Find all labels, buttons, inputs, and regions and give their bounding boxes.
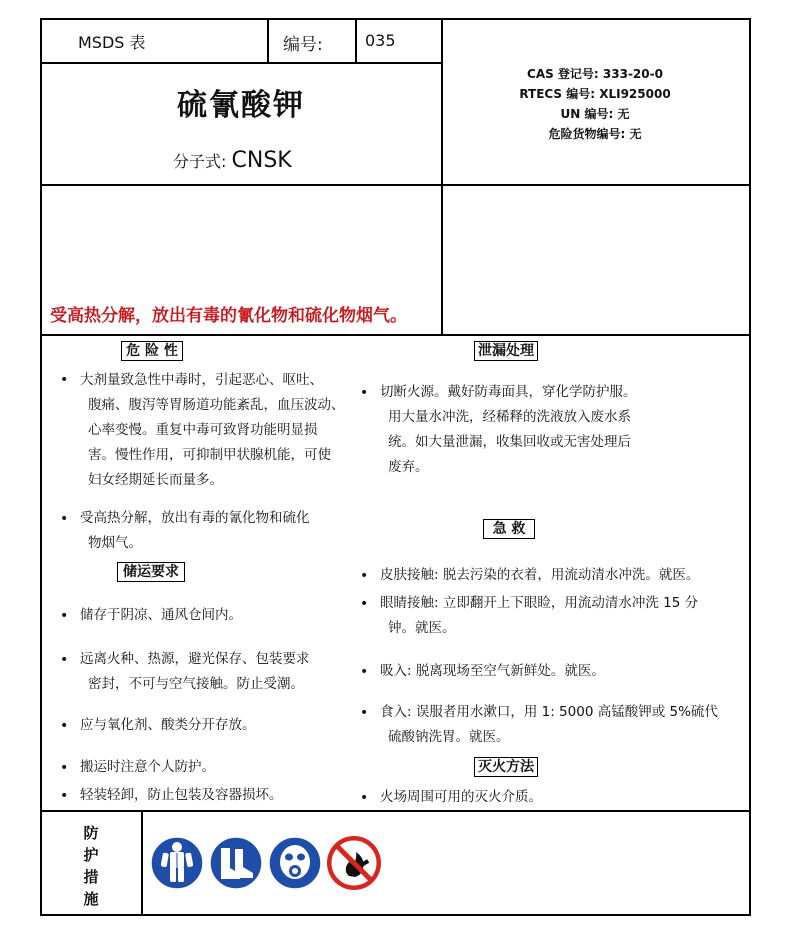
protective-suit-icon (150, 836, 204, 890)
text-line: 密封，不可与空气接触。防止受潮。 (88, 676, 304, 692)
fire-item-1: 火场周围可用的灭火介质。 (380, 789, 542, 805)
bullet: • (360, 664, 369, 680)
first-aid-item-4 (380, 700, 718, 750)
storage-item-4: 搬运时注意个人防护。 (80, 759, 215, 775)
bullet: • (360, 568, 369, 584)
dangerous-goods-number: 危险货物编号: 无 (548, 127, 642, 141)
text-line: 钟。就医。 (388, 620, 456, 636)
text-line: 用大量水冲洗，经稀释的洗液放入废水系 (388, 409, 631, 425)
bullet: • (60, 511, 69, 527)
hazard-summary: 受高热分解，放出有毒的氰化物和硫化物烟气。 (50, 306, 407, 326)
number-label: 编号: (283, 35, 323, 55)
text-line: 废弃。 (388, 459, 429, 475)
bullet: • (60, 718, 69, 734)
text-line: 心率变慢。重复中毒可致肾功能明显损 (88, 422, 318, 438)
bullet: • (60, 760, 69, 776)
formula-value: CNSK (231, 148, 292, 173)
storage-item-2 (80, 647, 310, 697)
protection-title-char: 防 (83, 824, 99, 842)
text-line: 远离火种、热源，避光保存、包装要求 (80, 651, 310, 667)
text-line: 受高热分解，放出有毒的氰化物和硫化 (80, 510, 310, 526)
fire-title: 灭火方法 (474, 757, 538, 777)
leak-title: 泄漏处理 (474, 341, 538, 361)
gas-mask-icon (268, 836, 322, 890)
un-number: UN 编号: 无 (560, 107, 630, 121)
formula-row (173, 148, 292, 173)
storage-item-3: 应与氧化剂、酸类分开存放。 (80, 717, 256, 733)
frame-top (40, 18, 751, 20)
chemical-name: 硫氰酸钾 (177, 88, 305, 123)
frame-left (40, 18, 42, 916)
rtecs-number: RTECS 编号: XLI925000 (519, 87, 671, 101)
frame-right (749, 18, 751, 916)
bullet: • (360, 596, 369, 612)
bullet: • (60, 372, 69, 388)
text-line: 统。如大量泄漏，收集回收或无害处理后 (388, 434, 631, 450)
divider-header (40, 62, 442, 64)
divider-protection (141, 810, 143, 915)
storage-title: 储运要求 (117, 562, 185, 582)
hazard-title: 危 险 性 (121, 341, 183, 361)
protection-title (42, 822, 140, 910)
identifiers-block (445, 64, 745, 144)
protection-title-char: 施 (83, 890, 99, 908)
divider-header-v1 (267, 18, 269, 63)
number-value: 035 (365, 31, 396, 50)
divider-header-v2 (355, 18, 357, 63)
cas-number: CAS 登记号: 333-20-0 (527, 67, 663, 81)
protection-title-char: 措 (83, 868, 99, 886)
first-aid-item-1: 皮肤接触: 脱去污染的衣着，用流动清水冲洗。就医。 (380, 567, 700, 583)
hazard-item-2 (80, 506, 310, 556)
no-open-flame-icon (327, 836, 381, 890)
msds-label: MSDS 表 (78, 33, 146, 52)
frame-bottom (40, 914, 751, 916)
text-line: 切断火源。戴好防毒面具，穿化学防护服。 (380, 384, 637, 400)
text-line: 食入: 误服者用水漱口，用 1: 5000 高锰酸钾或 5%硫代 (380, 704, 718, 720)
protection-title-char: 护 (83, 846, 99, 864)
bullet: • (360, 385, 369, 401)
hazard-item-1 (80, 368, 345, 493)
bullet: • (60, 652, 69, 668)
first-aid-title: 急 救 (483, 519, 535, 539)
first-aid-item-3: 吸入: 脱离现场至空气新鲜处。就医。 (380, 663, 605, 679)
divider-center-top (441, 18, 443, 335)
divider-row-1 (40, 184, 751, 186)
first-aid-item-2 (380, 591, 698, 641)
bullet: • (360, 705, 369, 721)
storage-item-5: 轻装轻卸，防止包装及容器损坏。 (80, 787, 283, 803)
leak-item-1 (380, 380, 637, 480)
text-line: 腹痛、腹泻等胃肠道功能紊乱，血压波动、 (88, 397, 345, 413)
text-line: 硫酸钠洗胃。就医。 (388, 729, 510, 745)
storage-item-1: 储存于阴凉、通风仓间内。 (80, 607, 242, 623)
bullet: • (60, 788, 69, 804)
bullet: • (360, 790, 369, 806)
divider-row-3 (40, 810, 751, 812)
text-line: 妇女经期延长而量多。 (88, 472, 223, 488)
text-line: 眼睛接触: 立即翻开上下眼睑，用流动清水冲洗 15 分 (380, 595, 699, 611)
text-line: 大剂量致急性中毒时，引起恶心、呕吐、 (80, 372, 323, 388)
text-line: 物烟气。 (88, 535, 142, 551)
text-line: 害。慢性作用，可抑制甲状腺机能，可使 (88, 447, 331, 463)
safety-boots-icon (209, 836, 263, 890)
bullet: • (60, 608, 69, 624)
divider-row-2 (40, 334, 751, 336)
formula-label: 分子式: (173, 152, 227, 171)
